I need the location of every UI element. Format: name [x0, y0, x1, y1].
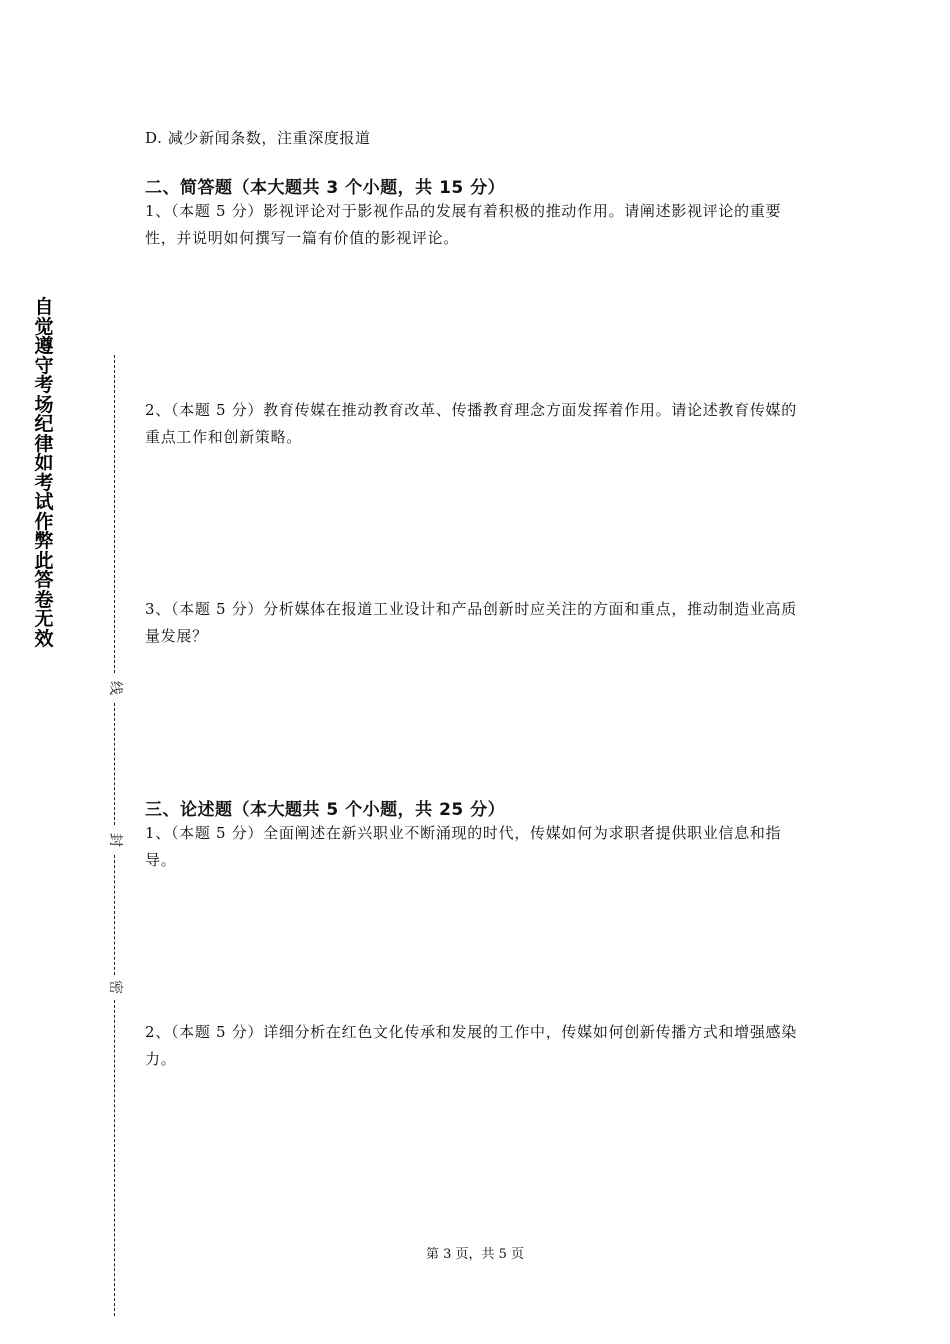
warning-char: 觉	[34, 315, 54, 338]
seal-dashed-line	[114, 355, 115, 673]
seal-dashed-line	[114, 703, 115, 825]
warning-char: 弊	[34, 530, 54, 552]
warning-char: 律	[34, 432, 54, 455]
warning-char: 无	[34, 608, 54, 630]
seal-label-secret: 密	[107, 980, 123, 994]
warning-char: 自	[34, 296, 54, 318]
question-short-1: 1、（本题 5 分）影视评论对于影视作品的发展有着积极的推动作用。请阐述影视评论的重要性，并说明如何撰写一篇有价值的影视评论。	[145, 202, 782, 247]
warning-char: 作	[34, 510, 54, 533]
section-title-essay: 三、论述题（本大题共 5 个小题，共 25 分）	[145, 800, 506, 820]
warning-char: 纪	[34, 413, 54, 435]
page-number-footer: 第 3 页，共 5 页	[425, 1247, 525, 1262]
warning-char: 效	[34, 627, 54, 650]
section-title-short-answer: 二、简答题（本大题共 3 个小题，共 15 分）	[145, 178, 506, 198]
question-essay-1: 1、（本题 5 分）全面阐述在新兴职业不断涌现的时代，传媒如何为求职者提供职业信息和指导。	[145, 824, 782, 869]
warning-char: 答	[34, 569, 54, 591]
warning-char: 此	[34, 549, 54, 572]
warning-char: 如	[34, 452, 54, 474]
warning-char: 守	[34, 354, 54, 377]
warning-char: 场	[34, 393, 54, 416]
warning-char: 考	[34, 374, 54, 396]
question-short-3: 3、（本题 5 分）分析媒体在报道工业设计和产品创新时应关注的方面和重点，推动制造业高质量发展？	[145, 600, 797, 645]
warning-char: 遵	[34, 335, 54, 357]
seal-label-line: 线	[107, 681, 123, 695]
seal-label-seal: 封	[107, 833, 123, 847]
seal-dashed-line	[114, 855, 115, 975]
warning-char: 试	[34, 491, 54, 513]
warning-char: 卷	[34, 588, 54, 611]
previous-question-option-d: D. 减少新闻条数，注重深度报道	[145, 129, 371, 147]
question-short-2: 2、（本题 5 分）教育传媒在推动教育改革、传播教育理念方面发挥着作用。请论述教育传媒的重点工作和创新策略。	[145, 401, 797, 446]
exam-warning-vertical	[30, 298, 58, 649]
question-essay-2: 2、（本题 5 分）详细分析在红色文化传承和发展的工作中，传媒如何创新传播方式和增强感染力。	[145, 1023, 797, 1068]
seal-dashed-line	[114, 1000, 115, 1316]
warning-char: 考	[34, 471, 54, 494]
